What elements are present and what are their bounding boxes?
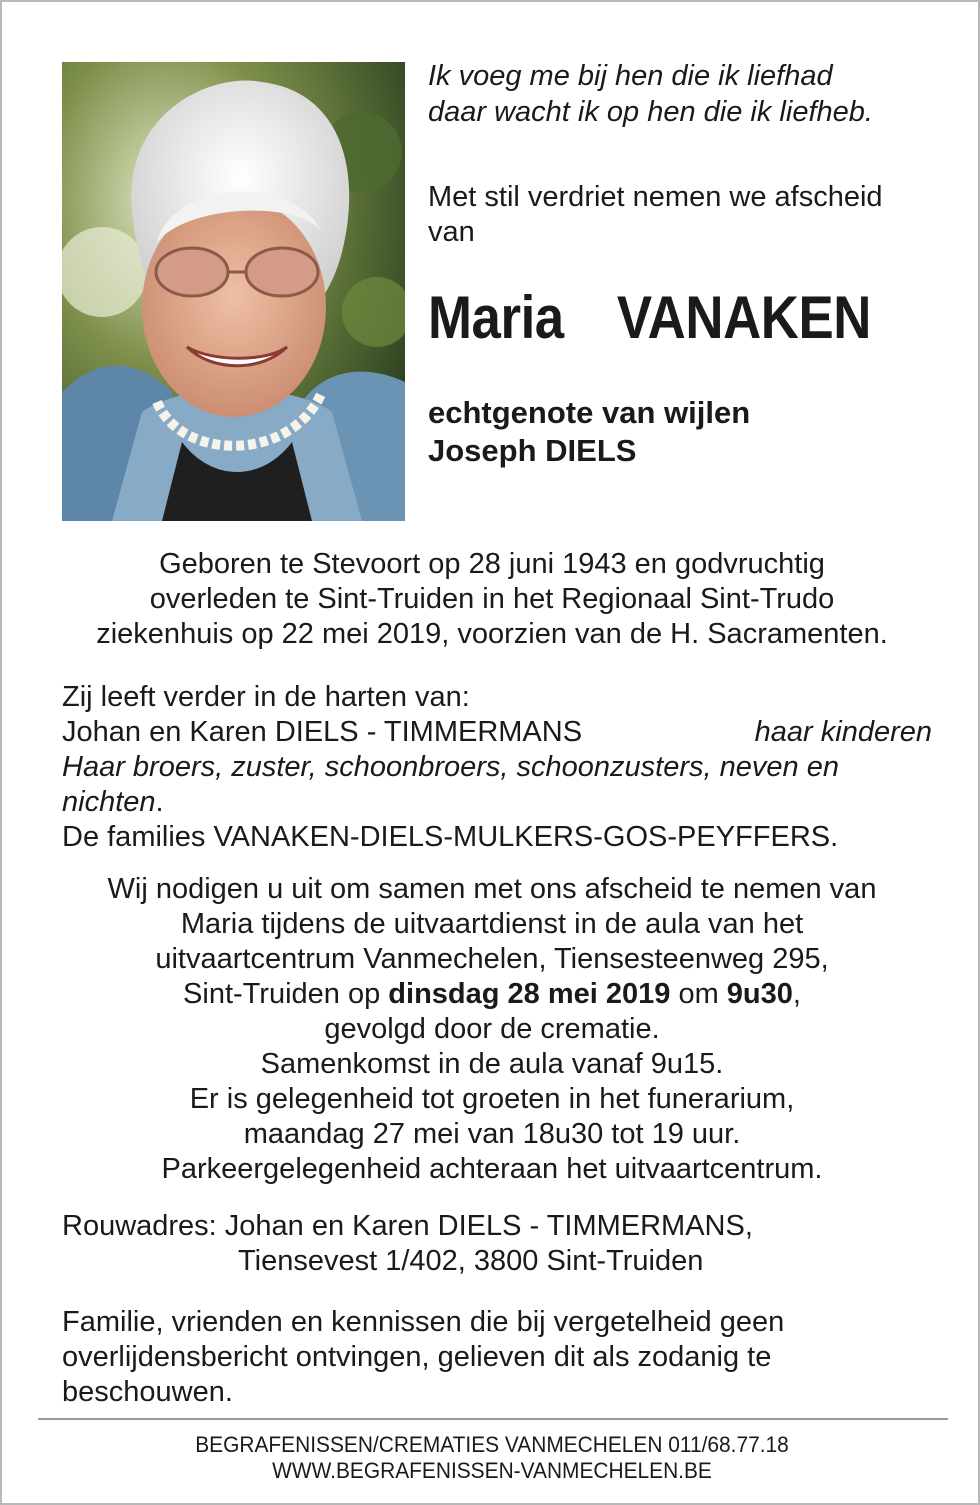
invite-text: ,	[792, 978, 801, 1010]
invitation-paragraph	[42, 872, 942, 1187]
born-line: ziekenhuis op 22 mei 2019, voorzien van de H. Sacramenten.	[96, 618, 888, 650]
invite-text: om	[670, 978, 727, 1010]
note-line: overlijdensbericht ontvingen, gelieven dit als zodanig te	[62, 1341, 772, 1373]
spouse-line: Joseph DIELS	[428, 433, 637, 468]
birth-death-paragraph	[42, 547, 942, 652]
relatives-line-2	[62, 785, 932, 820]
verse-line: Ik voeg me bij hen die ik liefhad	[428, 60, 833, 92]
intro-line: van	[428, 216, 475, 248]
address-line: Tiensevest 1/402, 3800 Sint-Truiden	[238, 1245, 704, 1277]
invite-line: Samenkomst in de aula vanaf 9u15.	[260, 1048, 724, 1080]
footer-line: BEGRAFENISSEN/CREMATIES VANMECHELEN 011/68.77.18	[195, 1432, 789, 1457]
born-line: overleden te Sint-Truiden in het Regionaal Sint-Trudo	[149, 583, 835, 615]
born-line: Geboren te Stevoort op 28 juni 1943 en godvruchtig	[159, 548, 825, 580]
invite-line: Maria tijdens de uitvaartdienst in de aula van het	[180, 908, 804, 940]
invite-line: gevolgd door de crematie.	[324, 1013, 660, 1045]
footer-website: WWW.BEGRAFENISSEN-VANMECHELEN.BE	[272, 1458, 712, 1483]
footer-divider	[38, 1418, 948, 1420]
invite-line-date	[42, 977, 942, 1012]
relatives-end-word: nichten	[62, 786, 156, 818]
relatives-period: .	[155, 786, 164, 818]
opening-verse	[428, 58, 948, 130]
invite-line: maandag 27 mei van 18u30 tot 19 uur.	[243, 1118, 741, 1150]
families-line: De families VANAKEN-DIELS-MULKERS-GOS-PEYFFERS.	[62, 821, 839, 853]
spouse-info	[428, 394, 948, 470]
deceased-name: Maria VANAKEN	[428, 284, 871, 351]
note-line: beschouwen.	[62, 1376, 233, 1408]
address-line: Rouwadres: Johan en Karen DIELS - TIMMERMANS,	[62, 1210, 753, 1242]
children-role: haar kinderen	[754, 716, 932, 748]
invite-text: Sint-Truiden op	[183, 978, 389, 1010]
closing-note	[62, 1305, 852, 1410]
invite-line: Parkeergelegenheid achteraan het uitvaartcentrum.	[161, 1153, 823, 1185]
spouse-line: echtgenote van wijlen	[428, 395, 751, 430]
service-date: dinsdag 28 mei 2019	[388, 978, 671, 1010]
survivors-heading: Zij leeft verder in de harten van:	[62, 681, 470, 713]
note-line: Familie, vrienden en kennissen die bij vergetelheid geen	[62, 1306, 785, 1338]
survivors-paragraph	[62, 680, 932, 855]
invite-line: Wij nodigen u uit om samen met ons afscheid te nemen van	[107, 873, 877, 905]
invite-line: uitvaartcentrum Vanmechelen, Tiensesteenweg 295,	[155, 943, 829, 975]
intro-line: Met stil verdriet nemen we afscheid	[428, 181, 883, 213]
children-row	[62, 715, 932, 750]
verse-line: daar wacht ik op hen die ik liefheb.	[428, 96, 873, 128]
invite-line: Er is gelegenheid tot groeten in het funerarium,	[189, 1083, 795, 1115]
mourning-address	[62, 1209, 932, 1279]
portrait-image	[62, 62, 405, 521]
funeral-home-footer	[27, 1432, 958, 1484]
portrait-photo	[62, 62, 405, 521]
relatives-line: Haar broers, zuster, schoonbroers, schoonzusters, neven en	[62, 751, 839, 783]
children-names: Johan en Karen DIELS - TIMMERMANS	[62, 716, 583, 748]
intro-text	[428, 180, 948, 250]
service-time: 9u30	[726, 978, 793, 1010]
